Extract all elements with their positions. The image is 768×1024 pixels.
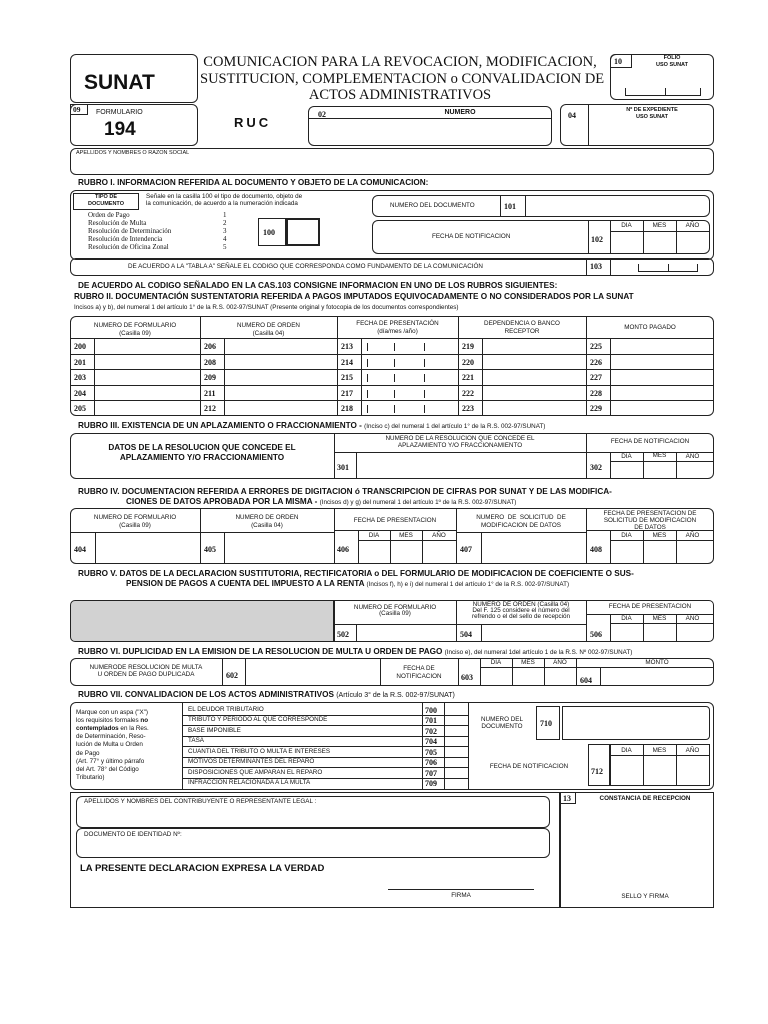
casilla-101: 101 [504, 202, 516, 211]
r6-anio-label: AÑO [553, 659, 567, 666]
form-number: 194 [104, 119, 136, 140]
expediente-label-2: USO SUNAT [636, 114, 668, 120]
r2-casilla-221: 221 [462, 373, 474, 383]
rubro3-datos-label-1: DATOS DE LA RESOLUCION QUE CONCEDE EL [108, 443, 296, 452]
rubro2-subtitle: Incisos a) y b), del numeral 1 del artículo 1° de la R.S. 002-97/SUNAT (Presente original y fotocopia de los documentos correspondientes) [74, 304, 459, 311]
rubro4-title-1: RUBRO IV. DOCUMENTACION REFERIDA A ERRORES DE DIGITACION ó TRANSCRIPCION DE CIFRAS POR SUNAT Y DE LAS MODIFICA- [78, 487, 612, 496]
r2-input-201[interactable] [95, 355, 199, 369]
option-intendencia-code: 4 [223, 235, 227, 243]
r4-header-formulario: NUMERO DE FORMULARIO (Casilla 09) [93, 514, 177, 529]
r7-instruction-line: (Art. 77° y último párrafo [76, 757, 145, 765]
r2-header-monto: MONTO PAGADO [624, 324, 676, 331]
constancia-box [560, 792, 714, 908]
r7-item-code: 705 [425, 747, 437, 757]
r4-mes-label: MES [399, 532, 413, 539]
rubro7-title [78, 691, 455, 699]
r2-casilla-209: 209 [204, 373, 216, 383]
r2-input-211[interactable] [225, 386, 336, 400]
rubro3-title-small: (Inciso c) del numeral 1 del artículo 1° de la R.S. 002-97/SUNAT) [364, 423, 546, 430]
rubro5-title-2-main: PENSION DE PAGOS A CUENTA DEL IMPUESTO A LA RENTA [126, 579, 367, 588]
casilla-404: 404 [74, 545, 86, 554]
option-oficina-zonal-code: 5 [223, 243, 227, 251]
casilla-604: 604 [580, 676, 592, 685]
sello-firma-label: SELLO Y FIRMA [621, 893, 669, 900]
r4-fecha-solicitud-input[interactable] [611, 541, 713, 563]
casilla-102: 102 [591, 235, 603, 244]
r2-input-229[interactable] [611, 401, 713, 415]
r7-instruction-line: contemplados en la Res. [76, 725, 149, 733]
r2-input-218[interactable] [362, 401, 457, 415]
r7-instruction-line: los requisitos formales no [76, 717, 149, 725]
r2-header-orden: NUMERO DE ORDEN (Casilla 04) [237, 322, 300, 337]
r2-input-200[interactable] [95, 339, 199, 353]
r2-casilla-203: 203 [74, 373, 86, 383]
r2-casilla-208: 208 [204, 357, 216, 367]
r7-instruction-line: lución de Multa u Orden [76, 741, 143, 749]
r2-input-206[interactable] [225, 339, 336, 353]
expediente-input[interactable] [590, 124, 714, 146]
r2-input-203[interactable] [95, 370, 199, 384]
tipo-doc-desc-2: la comunicación, de acuerdo a la numeración indicada [146, 200, 298, 207]
r4b-mes-label: MES [652, 532, 667, 539]
constancia-label: CONSTANCIA DE RECEPCION [599, 795, 691, 802]
r6-monto-input[interactable] [601, 668, 713, 685]
rubro5-title-1: RUBRO V. DATOS DE LA DECLARACION SUSTITUTORIA, RECTIFICATORIA o DEL FORMULARIO DE MODIFICACION DE COEFICIENTE O SUS- [78, 569, 634, 578]
r2-input-213[interactable] [362, 339, 457, 353]
r5-anio-label: AÑO [685, 615, 700, 622]
r2-casilla-223: 223 [462, 404, 474, 414]
r7-item-checkbox[interactable] [445, 705, 467, 714]
r4-fecha-input[interactable] [359, 541, 455, 563]
r4b-dia-label: DIA [621, 532, 632, 539]
r7-num-doc-label-2: DOCUMENTO [481, 723, 523, 730]
casilla-301: 301 [337, 463, 349, 472]
r4-header-fecha: FECHA DE PRESENTACION [353, 517, 437, 524]
r2-casilla-226: 226 [590, 357, 602, 367]
r2-casilla-212: 212 [204, 404, 216, 414]
r2-casilla-213: 213 [341, 342, 353, 351]
expediente-label-1: Nº DE EXPEDIENTE [626, 107, 678, 113]
rubro7-title-main: RUBRO VII. CONVALIDACION DE LOS ACTOS ADMINISTRATIVOS [78, 690, 337, 699]
r7-item-label: TASA [188, 737, 204, 744]
r7-item-label: MOTIVOS DETERMINANTES DEL REPARO [188, 758, 315, 765]
casilla-407: 407 [460, 545, 472, 554]
r7-fecha-input[interactable] [611, 756, 709, 785]
r7-num-doc-input[interactable] [562, 706, 710, 740]
folio-input[interactable] [625, 88, 701, 96]
r2-casilla-206: 206 [204, 342, 216, 351]
documento-identidad-label: DOCUMENTO DE IDENTIDAD Nº: [84, 831, 182, 838]
r7-item-checkbox[interactable] [445, 747, 467, 756]
casilla-602: 602 [226, 671, 238, 680]
rubro4-title-2-main: CIONES DE DATOS APROBADA POR LA MISMA - [126, 497, 320, 506]
r6-dia-label: DIA [490, 659, 502, 666]
rubro4-title-small: (Incisos d) y g) del numeral 1 del artículo 1º de la R.S. 002-97/SUNAT) [319, 499, 517, 506]
ruc-label: RUC [234, 115, 272, 130]
r3-dia-label: DIA [621, 453, 632, 460]
r2-casilla-220: 220 [462, 357, 474, 367]
r7-item-code: 709 [425, 779, 437, 788]
r7-item-code: 700 [425, 705, 437, 715]
r5-mes-label: MES [652, 615, 667, 622]
r2-input-217[interactable] [362, 386, 457, 400]
rubro4-title-2 [126, 498, 516, 506]
option-orden-pago: Orden de Pago [88, 211, 130, 219]
r7-item-checkbox[interactable] [445, 716, 467, 725]
declaracion-text: LA PRESENTE DECLARACION EXPRESA LA VERDAD [80, 863, 325, 874]
r2-casilla-201: 201 [74, 357, 86, 367]
r4b-anio-label: AÑO [685, 532, 700, 539]
r3-mes-label: MES [652, 452, 667, 459]
r6-fecha-label-1: FECHA DE [403, 665, 435, 672]
r2-header-fecha: FECHA DE PRESENTACIÓN (día/mes /año) [356, 320, 439, 335]
r2-input-220[interactable] [483, 355, 585, 369]
rubro3-num-res-label-1: NUMERO DE LA RESOLUCION QUE CONCEDE EL [385, 435, 535, 442]
rubro3-datos-label-2: APLAZAMIENTO Y/O FRACCIONAMIENTO [119, 453, 285, 462]
r3-anio-label: AÑO [685, 453, 700, 460]
r7-num-doc-label-1: NUMERO DEL [481, 716, 523, 723]
r2-input-212[interactable] [225, 401, 336, 415]
r7-item-code: 701 [425, 716, 437, 725]
r7-instruction-line: del Art. 78° del Código [76, 765, 139, 773]
r5-num-orden-label-2: Del F. 125 considere el número del [472, 607, 570, 614]
rubro1-title: RUBRO I. INFORMACION REFERIDA AL DOCUMENTO Y OBJETO DE LA COMUNICACION: [78, 178, 429, 187]
r4-header-orden: NUMERO DE ORDEN (Casilla 04) [235, 514, 299, 529]
casilla-302: 302 [590, 463, 602, 472]
rubro5-title-small: (Incisos f), h) e i) del numeral 1 del artículo 1° de la R.S. 002-97/SUNAT) [366, 581, 570, 588]
rubro2-intro: DE ACUERDO AL CODIGO SEÑALADO EN LA CAS.103 CONSIGNE INFORMACION EN UNO DE LOS RUBROS SIGUIENTES: [78, 281, 558, 290]
r2-casilla-211: 211 [204, 388, 216, 398]
r2-casilla-214: 214 [341, 357, 353, 367]
r2-input-228[interactable] [611, 386, 713, 400]
r7-item-label: BASE IMPONIBLE [188, 726, 241, 734]
r6-monto-label: MONTO [645, 659, 669, 666]
r6-num-label-1: NUMERODE RESOLUCION DE MULTA [89, 664, 203, 671]
r2-casilla-229: 229 [590, 404, 602, 414]
ruc-code: 02 [318, 110, 326, 119]
r6-num-input[interactable] [246, 659, 378, 685]
r2-casilla-204: 204 [74, 388, 86, 398]
numero-documento-label: NUMERO DEL DOCUMENTO [390, 202, 475, 209]
r5-num-orden-label-1: NUMERO DE ORDEN (Casilla 04) [472, 601, 570, 608]
r6-fecha-input[interactable] [481, 668, 575, 685]
r7-item-label: EL DEUDOR TRIBUTARIO [188, 705, 264, 713]
anio-label: AÑO [685, 222, 700, 229]
casilla-506: 506 [590, 630, 602, 639]
r2-input-221[interactable] [483, 370, 585, 384]
r4-header-fecha-solicitud: FECHA DE PRESENTACION DE SOLICITUD DE MODIFICACION DE DATOS [603, 510, 697, 532]
r5-orden-input[interactable] [482, 625, 585, 641]
folio-label-2: USO SUNAT [656, 62, 688, 68]
rubro5-title-2 [126, 580, 569, 588]
r5-dia-label: DIA [621, 615, 632, 622]
r2-input-219[interactable] [483, 339, 585, 353]
tabla-a-text: DE ACUERDO A LA "TABLA A" SEÑALE EL CODIGO QUE CORRESPONDA COMO FUNDAMENTO DE LA COMUNICACIÓN [128, 263, 483, 270]
r7-dia-label: DIA [621, 747, 632, 754]
option-orden-pago-code: 1 [223, 211, 227, 219]
rubro3-fecha-label: FECHA DE NOTIFICACION [610, 438, 690, 445]
option-oficina-zonal: Resolución de Oficina Zonal [88, 243, 169, 251]
r2-casilla-222: 222 [462, 388, 474, 398]
r6-mes-label: MES [521, 659, 535, 666]
razon-social-label: APELLIDOS Y NOMBRES O RAZON SOCIAL [76, 150, 190, 156]
option-intendencia: Resolución de Intendencia [88, 235, 163, 243]
r7-item-checkbox[interactable] [445, 737, 467, 746]
folio-label-1: FOLIO [663, 55, 681, 61]
r4-orden-input[interactable] [225, 533, 333, 563]
numero-documento-input[interactable] [526, 196, 708, 216]
r2-input-222[interactable] [483, 386, 585, 400]
rubro3-num-res-label-2: APLAZAMIENTO Y/O FRACCIONAMIENTO [397, 442, 523, 449]
folio-code: 10 [614, 57, 622, 66]
casilla-502: 502 [337, 630, 349, 639]
r7-instruction-line: Tributario) [76, 773, 105, 781]
r6-fecha-label-2: NOTIFICACION [396, 673, 442, 680]
rubro2-title: RUBRO II. DOCUMENTACIÓN SUSTENTATORIA REFERIDA A PAGOS IMPUTADOS EQUIVOCADAMENTE O NO CONSIDERADOS POR LA SUNAT [74, 292, 634, 301]
rubro7-title-small: (Artículo 3° de la R.S. 002-97/SUNAT) [336, 692, 455, 699]
casilla-603: 603 [461, 673, 473, 682]
r3-fecha-input[interactable] [611, 462, 713, 478]
num-resolucion-input[interactable] [357, 453, 585, 478]
r7-item-checkbox[interactable] [445, 768, 467, 777]
rubro6-title-main: RUBRO VI. DUPLICIDAD EN LA EMISION DE LA RESOLUCION DE MULTA U ORDEN DE PAGO [78, 647, 445, 656]
r2-casilla-200: 200 [74, 342, 86, 351]
casilla-710: 710 [540, 719, 552, 728]
r4-solicitud-input[interactable] [482, 533, 585, 563]
r7-item-label: CUANTIA DEL TRIBUTO O MULTA E INTERESES [188, 747, 331, 755]
mes-label: MES [652, 222, 667, 229]
r7-fecha-label: FECHA DE NOTIFICACION [489, 763, 569, 770]
fecha-notificacion-input[interactable] [611, 232, 709, 253]
r7-anio-label: AÑO [685, 747, 700, 754]
r6-num-label-2: U ORDEN DE PAGO DUPLICADA [97, 671, 195, 678]
rubro5-shaded-area [70, 600, 334, 642]
option-determinacion-code: 3 [223, 227, 227, 235]
tipo-doc-input[interactable] [286, 218, 320, 246]
r2-input-204[interactable] [95, 386, 199, 400]
form-label: FORMULARIO [96, 109, 143, 116]
dia-label: DIA [621, 222, 632, 229]
r5-num-orden-label-3: refrendo o el del sello de recepción [471, 613, 570, 620]
r7-item-code: 702 [425, 726, 437, 736]
r7-item-label: INFRACCION RELACIONADA A LA MULTA [188, 779, 311, 786]
r2-input-223[interactable] [483, 401, 585, 415]
firma-line [388, 889, 534, 890]
r4-header-solicitud: NUMERO DE SOLICITUD DE MODIFICACION DE DATOS [476, 514, 566, 529]
r2-casilla-219: 219 [462, 342, 474, 351]
tipo-doc-label-1: TIPO DE [94, 194, 117, 200]
r2-input-225[interactable] [611, 339, 713, 353]
tipo-doc-desc-1: Señale en la casilla 100 el tipo de documento, objeto de [146, 193, 303, 200]
tipo-doc-label-2: DOCUMENTO [88, 201, 124, 207]
r5-formulario-input[interactable] [357, 625, 455, 641]
option-determinacion: Resolución de Determinación [88, 227, 172, 235]
r5-fecha-input[interactable] [611, 624, 713, 641]
code-13: 13 [563, 794, 571, 803]
r2-casilla-225: 225 [590, 342, 602, 351]
r4-formulario-input[interactable] [96, 533, 199, 563]
option-multa-code: 2 [223, 219, 227, 227]
form-code: 09 [73, 105, 81, 114]
r7-item-checkbox[interactable] [445, 758, 467, 767]
r2-input-209[interactable] [225, 370, 336, 384]
r5-fecha-label: FECHA DE PRESENTACION [608, 603, 692, 610]
r7-instruction-line: de Pago [76, 749, 100, 757]
r7-item-checkbox[interactable] [445, 726, 467, 735]
r2-casilla-205: 205 [74, 404, 86, 414]
r2-casilla-217: 217 [341, 388, 353, 398]
r7-item-code: 704 [425, 737, 437, 746]
form-title-line-3: ACTOS ADMINISTRATIVOS [308, 87, 492, 103]
r2-casilla-218: 218 [341, 404, 353, 414]
r5-num-form-label-2: (Casilla 09) [379, 610, 411, 617]
r2-input-227[interactable] [611, 370, 713, 384]
r7-instruction-line: Marque con un aspa ("X") [76, 709, 149, 716]
r2-input-226[interactable] [611, 355, 713, 369]
r7-item-code: 706 [425, 758, 437, 767]
casilla-103: 103 [590, 262, 602, 271]
rubro3-title [78, 422, 545, 430]
r2-header-dependencia: DEPENDENCIA O BANCO RECEPTOR [484, 320, 560, 335]
r7-item-label: DISPOSICIONES QUE AMPARAN EL REPARO [188, 768, 323, 776]
rubro6-title-small: (Inciso e), del numeral 1del artículo 1 de la R.S. Nº 002-97/SUNAT) [444, 649, 633, 656]
numero-label: NUMERO [444, 109, 476, 116]
representante-label: APELLIDOS Y NOMBRES DEL CONTRIBUYENTE O REPRESENTANTE LEGAL : [84, 798, 317, 805]
rubro3-title-main: RUBRO III. EXISTENCIA DE UN APLAZAMIENTO O FRACCIONAMIENTO - [78, 421, 365, 430]
r2-input-214[interactable] [362, 355, 457, 369]
r7-mes-label: MES [652, 747, 667, 754]
r7-item-code: 707 [425, 768, 437, 778]
casilla-712: 712 [591, 767, 603, 776]
r7-item-label: TRIBUTO Y PERIODO AL QUE CORRESPONDE [188, 716, 328, 723]
r2-header-formulario: NUMERO DE FORMULARIO (Casilla 09) [93, 322, 177, 337]
fecha-notificacion-label: FECHA DE NOTIFICACION [432, 233, 511, 240]
r5-num-form-label-1: NUMERO DE FORMULARIO [353, 604, 437, 611]
casilla-100: 100 [263, 228, 275, 237]
sunat-logo-text: SUNAT [84, 71, 155, 94]
expediente-code: 04 [568, 111, 576, 120]
r2-casilla-227: 227 [590, 373, 602, 383]
rubro6-title [78, 648, 632, 656]
r2-casilla-228: 228 [590, 388, 602, 398]
casilla-406: 406 [337, 545, 349, 554]
firma-label: FIRMA [451, 892, 471, 899]
form-title-line-2: SUSTITUCION, COMPLEMENTACION o CONVALIDACION DE [200, 71, 605, 87]
form-title-line-1: COMUNICACION PARA LA REVOCACION, MODIFICACION, [203, 54, 597, 70]
casilla-408: 408 [590, 545, 602, 554]
option-multa: Resolución de Multa [88, 219, 147, 227]
r2-input-208[interactable] [225, 355, 336, 369]
casilla-504: 504 [460, 630, 472, 639]
r2-casilla-215: 215 [341, 373, 353, 383]
r7-item-checkbox[interactable] [445, 779, 467, 788]
casilla-405: 405 [204, 545, 216, 554]
r7-instruction-line: de Determinación, Reso- [76, 733, 146, 741]
r2-input-215[interactable] [362, 370, 457, 384]
r4-dia-label: DIA [368, 532, 380, 539]
r2-input-205[interactable] [95, 401, 199, 415]
r4-anio-label: AÑO [432, 532, 446, 539]
